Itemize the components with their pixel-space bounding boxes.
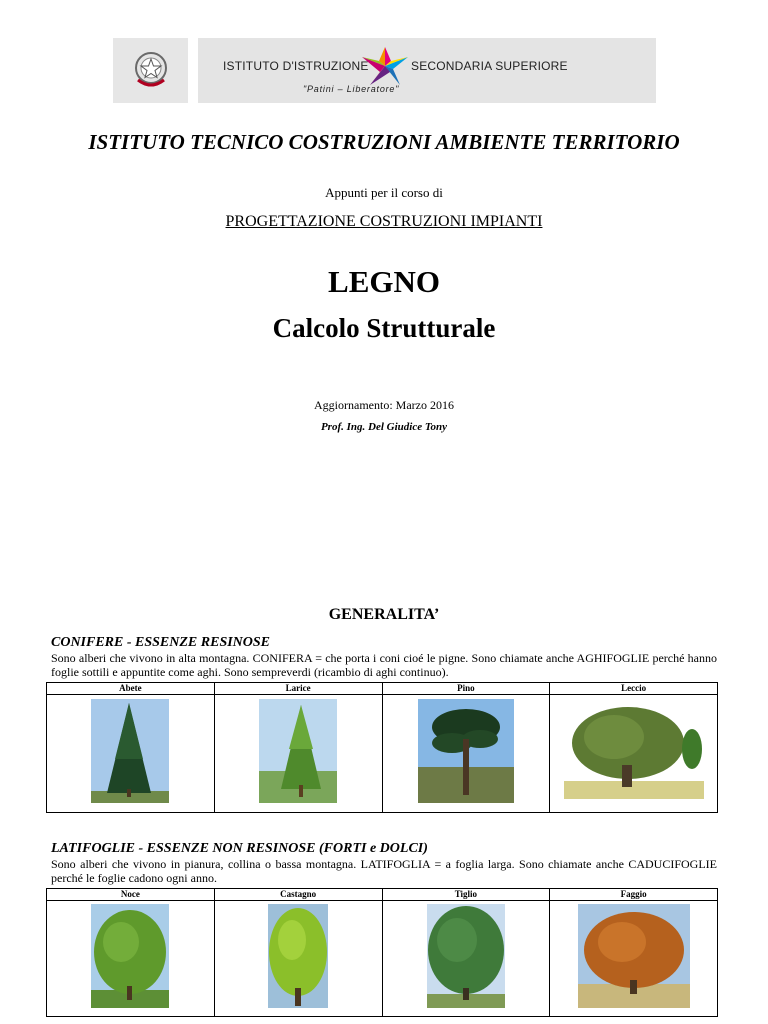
image-faggio <box>550 901 718 1017</box>
conifers-heading: CONIFERE - ESSENZE RESINOSE <box>51 635 271 650</box>
school-star-logo-icon <box>360 45 410 87</box>
course-name <box>0 213 768 231</box>
column-header-tiglio: Tiglio <box>382 889 550 901</box>
banner-left-text: ISTITUTO D'ISTRUZIONE <box>223 59 369 73</box>
image-tiglio <box>382 901 550 1017</box>
conifers-text: Sono alberi che vivono in alta montagna. CONIFERA = che porta i coni cioé le pigne. Sono chiamate anche AGHIFOGLIE perché hanno foglie sottili e appuntite come aghi. Sono sempreverdi (ricambio di aghi continuo). <box>51 651 717 679</box>
column-header-larice: Larice <box>214 683 382 695</box>
image-abete <box>47 695 215 813</box>
banner-right-text: SECONDARIA SUPERIORE <box>411 59 568 73</box>
column-header-noce: Noce <box>47 889 215 901</box>
image-noce <box>47 901 215 1017</box>
column-header-abete: Abete <box>47 683 215 695</box>
broadleaf-table <box>46 888 718 1017</box>
banner-motto: "Patini – Liberatore" <box>303 84 400 94</box>
update-date: Aggiornamento: Marzo 2016 <box>314 398 454 412</box>
image-larice <box>214 695 382 813</box>
column-header-pino: Pino <box>382 683 550 695</box>
document-subtitle: Calcolo Strutturale <box>272 313 496 343</box>
section-title: GENERALITA’ <box>328 606 440 623</box>
image-leccio <box>550 695 718 813</box>
institute-title: ISTITUTO TECNICO COSTRUZIONI AMBIENTE TERRITORIO <box>88 130 680 154</box>
column-header-castagno: Castagno <box>214 889 382 901</box>
course-name-text: PROGETTAZIONE COSTRUZIONI IMPIANTI <box>225 213 543 230</box>
image-castagno <box>214 901 382 1017</box>
column-header-faggio: Faggio <box>550 889 718 901</box>
emblem-icon <box>133 50 169 90</box>
image-pino <box>382 695 550 813</box>
broadleaf-text: Sono alberi che vivono in pianura, collina o bassa montagna. LATIFOGLIA = a foglia larga. Sono chiamate anche CADUCIFOGLIE perché le foglie cadono ogni anno. <box>51 857 717 885</box>
broadleaf-heading: LATIFOGLIE - ESSENZE NON RESINOSE (FORTI e DOLCI) <box>51 841 428 856</box>
author: Prof. Ing. Del Giudice Tony <box>320 421 448 433</box>
column-header-leccio: Leccio <box>550 683 718 695</box>
school-banner <box>198 38 656 103</box>
conifers-table <box>46 682 718 813</box>
republic-emblem <box>113 38 188 103</box>
course-intro: Appunti per il corso di <box>325 185 443 200</box>
document-title: LEGNO <box>328 264 440 299</box>
